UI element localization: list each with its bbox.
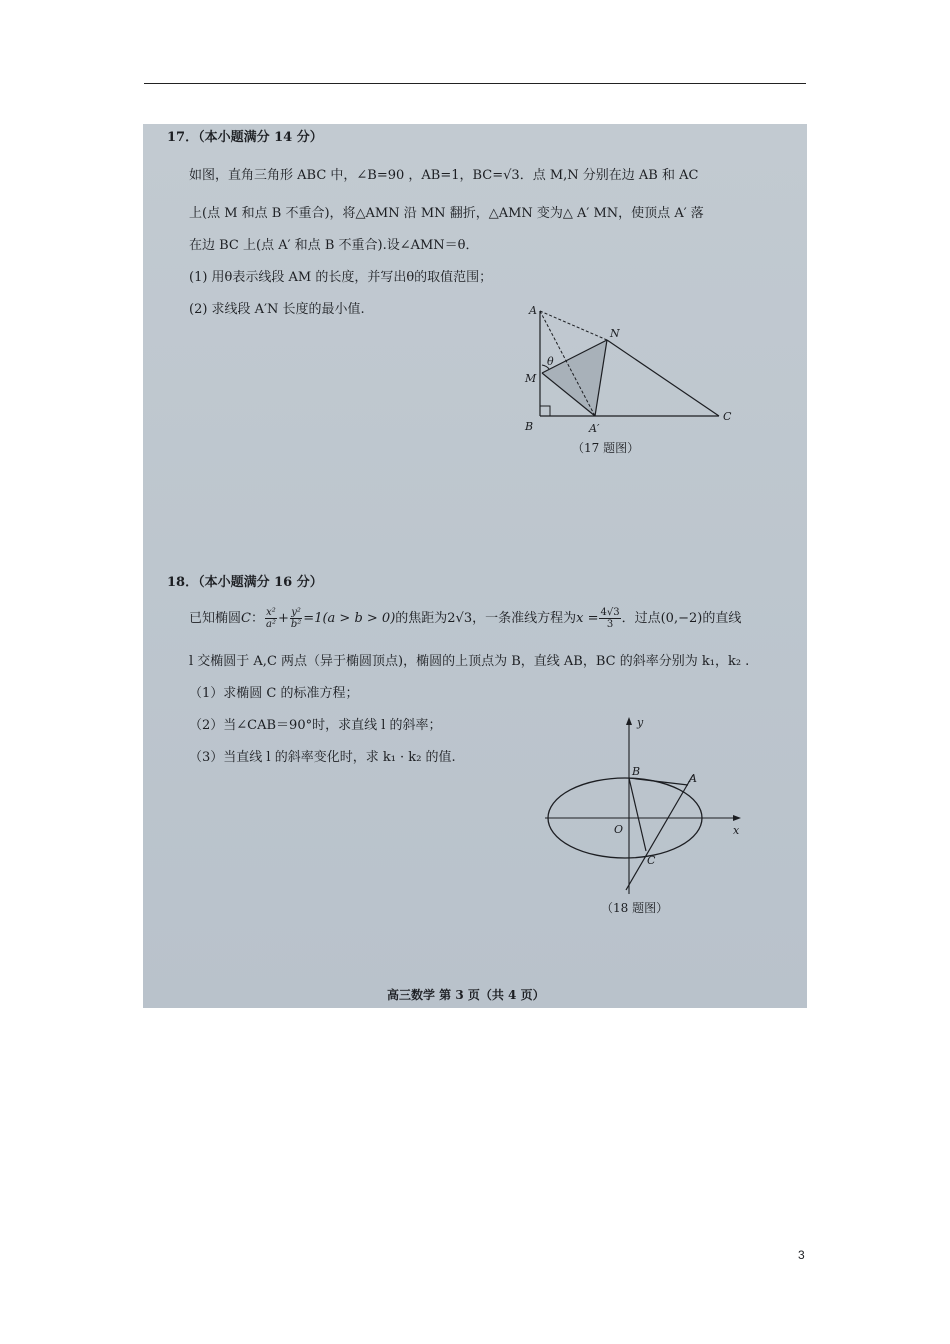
- label-c: C: [723, 410, 732, 423]
- x-axis-arrow: [733, 815, 741, 821]
- q17-line1: 如图，直角三角形 ABC 中，∠B=90 ，AB=1，BC=√3．点 M,N 分别在边 AB 和 AC: [189, 168, 699, 183]
- directrix-x: x =: [576, 611, 599, 626]
- q18-text-3: ，一条准线方程为: [472, 611, 577, 626]
- label-a: A: [529, 304, 537, 317]
- q18-text-4: ．过点: [621, 611, 661, 626]
- q18-text-2: 的焦距为: [395, 611, 448, 626]
- segment-an-dashed: [540, 311, 607, 340]
- line-l: [626, 775, 693, 890]
- page-footer: 高三数学 第 3 页（共 4 页）: [387, 988, 545, 1002]
- label-a-prime: A′: [589, 422, 600, 435]
- q17-line2: 上(点 M 和点 B 不重合)，将△AMN 沿 MN 翻折，△AMN 变为△ A′ MN，使顶点 A′ 落: [189, 206, 704, 221]
- q17-line3: 在边 BC 上(点 A′ 和点 B 不重合).设∠AMN＝θ．: [189, 238, 479, 253]
- figure-17-caption: （17 题图）: [572, 441, 640, 455]
- label-x: x: [733, 824, 740, 837]
- q18-line1: [189, 606, 741, 632]
- q18-header: 18．（本小题满分 16 分）: [167, 575, 323, 590]
- label-a: A: [689, 772, 697, 785]
- y-axis-arrow: [626, 717, 632, 725]
- ellipse-name: C: [241, 611, 251, 626]
- point-0-neg2: (0,−2): [660, 611, 703, 626]
- label-m: M: [525, 372, 537, 385]
- top-rule: [144, 83, 806, 84]
- page-number: 3: [798, 1248, 805, 1262]
- fraction-y2-b2: $\frac{\text{y²}}{\text{b²}}$: [290, 607, 302, 630]
- line-bc: [629, 778, 646, 851]
- label-c: C: [647, 854, 656, 867]
- right-angle-marker: [540, 406, 550, 416]
- q18-question3: （3）当直线 l 的斜率变化时，求 k₁ · k₂ 的值.: [189, 750, 456, 765]
- q18-question1: （1）求椭圆 C 的标准方程；: [189, 686, 359, 701]
- label-o: O: [614, 823, 624, 836]
- q18-question2: （2）当∠CAB＝90°时，求直线 l 的斜率；: [189, 718, 442, 733]
- q18-text-5: 的直线: [702, 611, 742, 626]
- segment-nc: [607, 340, 719, 416]
- figure-18: [543, 712, 753, 902]
- label-y: y: [637, 716, 644, 729]
- figure-17: [521, 302, 741, 462]
- label-theta: θ: [547, 355, 554, 368]
- focal-distance: 2√3: [447, 611, 473, 626]
- figure-18-caption: （18 题图）: [601, 901, 669, 915]
- plus-sign: +: [277, 611, 289, 626]
- label-n: N: [610, 327, 620, 340]
- q18-line2: l 交椭圆于 A,C 两点（异于椭圆顶点)，椭圆的上顶点为 B，直线 AB，BC 的斜率分别为 k₁，k₂ .: [189, 654, 750, 669]
- q18-text-1: 已知椭圆: [189, 611, 242, 626]
- scanned-photo: [143, 124, 807, 1008]
- fraction-x2-a2: $\frac{\text{x²}}{\text{a²}}$: [265, 607, 276, 630]
- label-b: B: [632, 765, 641, 778]
- fraction-directrix: $\frac{4√3}{3}$: [600, 607, 620, 630]
- colon: ：: [250, 611, 264, 626]
- q17-question2: (2) 求线段 A′N 长度的最小值.: [189, 302, 365, 317]
- label-b: B: [525, 420, 534, 433]
- q17-header: 17．（本小题满分 14 分）: [167, 130, 323, 145]
- ellipse-condition: =1(a > b > 0): [303, 611, 396, 626]
- line-ba: [629, 778, 688, 785]
- q17-question1: (1) 用θ表示线段 AM 的长度，并写出θ的取值范围；: [189, 270, 493, 285]
